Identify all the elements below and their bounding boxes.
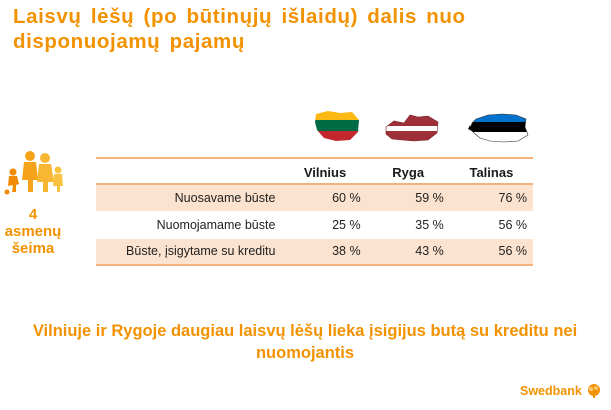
cell-ryga: 59 % — [367, 184, 450, 211]
table-row — [96, 238, 533, 265]
lithuania-map-flag-icon — [312, 108, 362, 144]
family-icon — [2, 148, 64, 206]
header-ryga: Ryga — [367, 158, 450, 184]
cell-ryga: 43 % — [367, 238, 450, 265]
header-talinas: Talinas — [450, 158, 533, 184]
latvia-map-flag-icon — [384, 113, 440, 143]
cell-vilnius: 38 % — [283, 238, 366, 265]
header-empty — [96, 158, 283, 184]
swedbank-logo — [520, 382, 603, 400]
cell-talinas: 56 % — [450, 238, 533, 265]
family-illustration — [2, 148, 64, 257]
table-header-row — [96, 158, 533, 184]
cell-ryga: 35 % — [367, 211, 450, 238]
table-row — [96, 184, 533, 211]
cell-vilnius: 25 % — [283, 211, 366, 238]
cell-talinas: 76 % — [450, 184, 533, 211]
table-row — [96, 211, 533, 238]
cell-vilnius: 60 % — [283, 184, 366, 211]
header-vilnius: Vilnius — [283, 158, 366, 184]
family-label: 4 asmenų šeima — [4, 206, 62, 257]
row-label: Nuomojamame būste — [96, 211, 283, 238]
row-label: Nuosavame būste — [96, 184, 283, 211]
brand-name: Swedbank — [520, 384, 582, 398]
conclusion-text: Vilniuje ir Rygoje daugiau laisvų lėšų lieka įsigijus butą su kreditu nei nuomojantis — [32, 322, 578, 362]
cell-talinas: 56 % — [450, 211, 533, 238]
oak-tree-icon — [585, 383, 603, 399]
estonia-map-flag-icon — [468, 111, 530, 145]
page-title: Laisvų lėšų (po būtinųjų išlaidų) dalis nuo disponuojamų pajamų — [13, 5, 466, 53]
row-label: Būste, įsigytame su kreditu — [96, 238, 283, 265]
comparison-table — [96, 157, 533, 266]
